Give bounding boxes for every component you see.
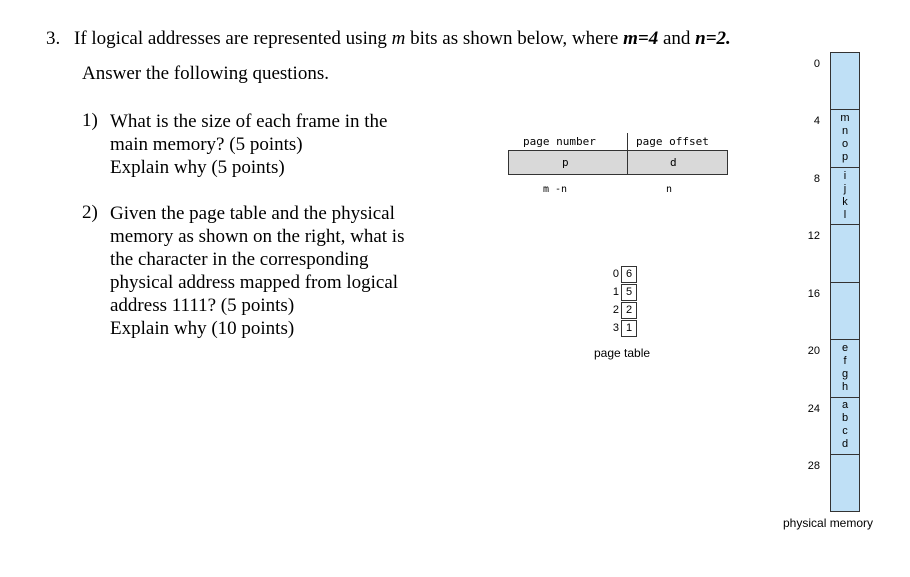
- question-text-and: and: [658, 28, 696, 49]
- logical-address-box: [508, 150, 728, 175]
- frame-divider: [830, 339, 860, 340]
- question-number: 3.: [46, 28, 61, 49]
- memory-char: f: [843, 355, 847, 367]
- item-2-line: memory as shown on the right, what is: [110, 226, 405, 247]
- physical-memory-caption: physical memory: [783, 516, 874, 530]
- question-m-value: m=4: [623, 28, 659, 49]
- memory-char: d: [841, 438, 849, 450]
- frame-divider: [830, 224, 860, 225]
- page-table-index: 3: [612, 322, 619, 334]
- frame-divider: [830, 454, 860, 455]
- item-2-line: Given the page table and the physical: [110, 203, 395, 224]
- memory-address: 28: [807, 460, 820, 472]
- memory-char: h: [841, 381, 849, 393]
- memory-address: 24: [807, 403, 820, 415]
- question-n-value: n=2.: [695, 28, 731, 49]
- item-2-line: Explain why (10 points): [110, 318, 295, 339]
- memory-char: k: [842, 196, 848, 208]
- page-offset-d: d: [670, 156, 677, 169]
- question-var-m: m: [391, 28, 406, 49]
- memory-char: i: [843, 170, 847, 182]
- memory-char: n: [841, 125, 849, 137]
- page-offset-label: page offset: [636, 135, 709, 148]
- memory-char: o: [841, 138, 849, 150]
- item-1-line: Explain why (5 points): [110, 157, 285, 178]
- memory-char: b: [841, 412, 849, 424]
- memory-char: e: [841, 342, 849, 354]
- item-2-text: [110, 202, 404, 340]
- logical-address-divider: [627, 133, 628, 175]
- memory-char: p: [841, 151, 849, 163]
- page-offset-width-label: n: [666, 184, 673, 195]
- page-number-label: page number: [523, 135, 596, 148]
- page-table-index: 2: [612, 304, 619, 316]
- memory-address: 4: [813, 115, 820, 127]
- item-1-number: 1): [82, 110, 98, 131]
- memory-char: c: [842, 425, 848, 437]
- page-table-index: 1: [612, 286, 619, 298]
- memory-char: m: [840, 112, 850, 124]
- page-table-index: 0: [612, 268, 619, 280]
- memory-address: 0: [813, 58, 820, 70]
- question-text: [74, 28, 731, 50]
- page-table-caption: page table: [594, 346, 651, 360]
- frame-divider: [830, 109, 860, 110]
- question-text-mid: bits as shown below, where: [405, 28, 624, 49]
- frame-divider: [830, 167, 860, 168]
- item-1-line: main memory? (5 points): [110, 134, 303, 155]
- item-2-line: the character in the corresponding: [110, 249, 369, 270]
- frame-divider: [830, 397, 860, 398]
- item-2-line: address 1111? (5 points): [110, 295, 295, 316]
- page-table-frame: 1: [621, 320, 637, 337]
- memory-char: g: [841, 368, 849, 380]
- page-table-frame: 2: [621, 302, 637, 319]
- memory-char: l: [843, 209, 847, 221]
- memory-char: a: [841, 399, 849, 411]
- item-2-number: 2): [82, 202, 98, 223]
- page-number-width-label: m -n: [543, 184, 568, 195]
- memory-address: 16: [807, 288, 820, 300]
- page-table-frame: 5: [621, 284, 637, 301]
- memory-address: 20: [807, 345, 820, 357]
- item-1-line: What is the size of each frame in the: [110, 111, 388, 132]
- question-instruction: Answer the following questions.: [82, 63, 329, 84]
- memory-address: 12: [807, 230, 820, 242]
- page-number-p: p: [562, 156, 569, 169]
- memory-char: j: [843, 183, 847, 195]
- item-2-line: physical address mapped from logical: [110, 272, 399, 293]
- memory-address: 8: [813, 173, 820, 185]
- page-table-frame: 6: [621, 266, 637, 283]
- question-text-pre: If logical addresses are represented using: [74, 28, 392, 49]
- item-1-text: [110, 110, 388, 179]
- frame-divider: [830, 282, 860, 283]
